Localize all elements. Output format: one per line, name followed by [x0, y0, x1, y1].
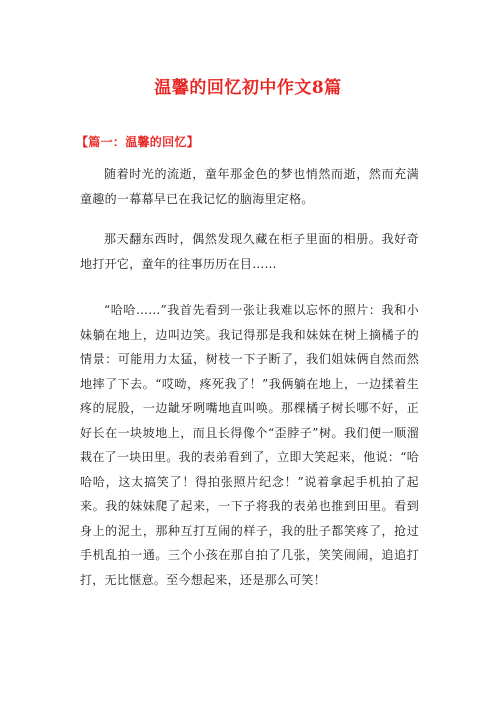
paragraph-3: “哈哈……”我首先看到一张让我难以忘怀的照片：我和小妹躺在地上，边叫边笑。我记得那是我和妹妹在树上摘橘子的情景：可能用力太猛，树枝一下子断了，我们姐妹俩自然而然地摔了下去。“哎呦，疼死我了！”我俩躺在地上，一边揉着生疼的屁股，一边龇牙咧嘴地直叫唤。那棵橘子树长哪不好，正好长在一块坡地上，而且长得像个“歪脖子”树。我们便一顺溜栽在了一块田里。我的表弟看到了，立即大笑起来，他说：“哈哈哈，这太搞笑了！得拍张照片纪念！”说着拿起手机拍了起来。我的妹妹爬了起来，一下子将我的表弟也推到田里。看到身上的泥土，那种互打互闹的样子，我的肚子都笑疼了，抢过手机乱拍一通。三个小孩在那自拍了几张，笑笑闹闹，追追打打，无比惬意。至今想起来，还是那么可笑！ — [80, 303, 419, 587]
document-title: 温馨的回忆初中作文8篇 — [154, 78, 342, 98]
paragraph-2: 那天翻东西时，偶然发现久藏在柜子里面的相册。我好奇地打开它，童年的往事历历在目…… — [80, 232, 419, 271]
paragraph-1: 随着时光的流逝，童年那金色的梦也悄然而逝，然而充满童趣的一幕幕早已在我记忆的脑海里定格。 — [80, 167, 419, 206]
section-heading: 【篇一：温馨的回忆】 — [76, 135, 200, 149]
article-body — [80, 162, 419, 608]
